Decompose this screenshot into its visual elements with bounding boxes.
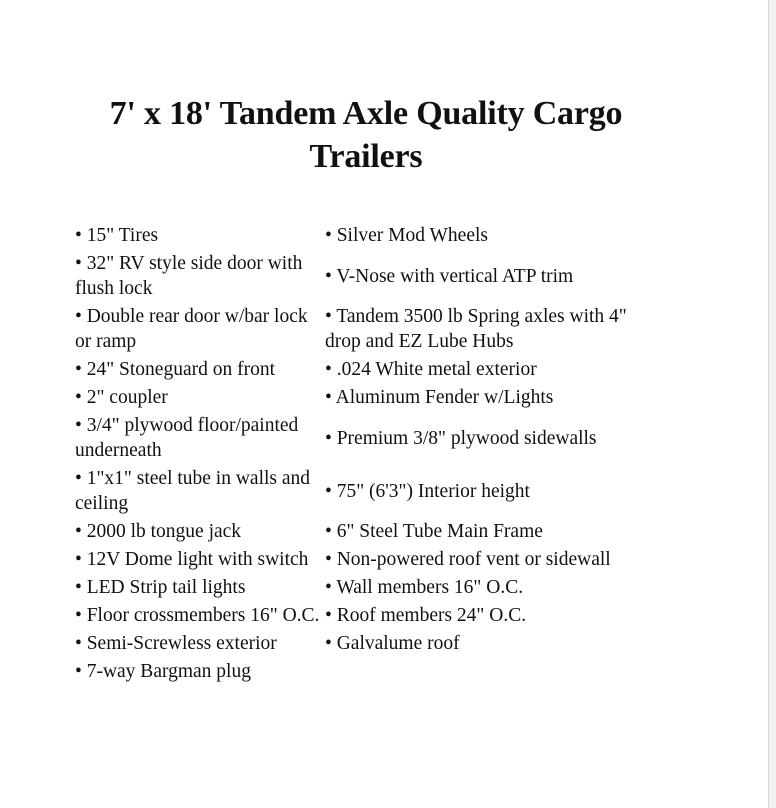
- feature-item-right: • 6" Steel Tube Main Frame: [325, 521, 543, 542]
- document-title: 7' x 18' Tandem Axle Quality Cargo Trailers: [109, 95, 623, 175]
- feature-row: [70, 385, 665, 413]
- feature-item-right: • V-Nose with vertical ATP trim: [325, 265, 574, 287]
- feature-item-left: • 32" RV style side door with flush lock: [75, 253, 303, 299]
- feature-item-right: • Aluminum Fender w/Lights: [325, 387, 554, 408]
- feature-item-left: • 2" coupler: [75, 387, 168, 408]
- feature-item-left: • 2000 lb tongue jack: [75, 521, 242, 542]
- feature-item-right: • Tandem 3500 lb Spring axles with 4" drop and EZ Lube Hubs: [325, 306, 627, 352]
- feature-row: [70, 603, 665, 631]
- page-edge: [768, 0, 776, 808]
- features-table: [70, 223, 665, 687]
- feature-row: [70, 251, 665, 304]
- feature-item-left: • Floor crossmembers 16" O.C.: [75, 605, 320, 626]
- feature-item-right: • Non-powered roof vent or sidewall: [325, 549, 611, 570]
- feature-row: [70, 631, 665, 659]
- feature-row: [70, 357, 665, 385]
- feature-item-right: • .024 White metal exterior: [325, 359, 537, 380]
- feature-item-right: • Galvalume roof: [325, 633, 460, 654]
- feature-item-left: • 7-way Bargman plug: [75, 661, 251, 682]
- feature-item-left: • 24" Stoneguard on front: [75, 359, 276, 380]
- feature-item-left: • 12V Dome light with switch: [75, 549, 309, 570]
- feature-item-right: • Wall members 16" O.C.: [325, 577, 524, 598]
- feature-item-left: • Semi-Screwless exterior: [75, 633, 277, 654]
- feature-item-left: • 1"x1" steel tube in walls and ceiling: [75, 468, 311, 514]
- feature-item-right: • Roof members 24" O.C.: [325, 605, 527, 626]
- feature-row: [70, 304, 665, 357]
- feature-row: [70, 223, 665, 251]
- feature-row: [70, 466, 665, 519]
- feature-row: [70, 519, 665, 547]
- feature-item-left: • LED Strip tail lights: [75, 577, 246, 598]
- feature-item-right: • Premium 3/8" plywood sidewalls: [325, 427, 597, 449]
- feature-item-left: • 15" Tires: [75, 225, 159, 246]
- feature-item-right: • Silver Mod Wheels: [325, 225, 488, 246]
- feature-item-left: • 3/4" plywood floor/painted underneath: [75, 415, 299, 461]
- feature-row: [70, 547, 665, 575]
- features-table-body: [70, 223, 665, 687]
- feature-row: [70, 413, 665, 466]
- feature-row: [70, 575, 665, 603]
- feature-row: [70, 659, 665, 687]
- feature-item-left: • Double rear door w/bar lock or ramp: [75, 306, 308, 352]
- feature-item-right: [320, 659, 665, 687]
- feature-item-right: • 75" (6'3") Interior height: [325, 480, 530, 502]
